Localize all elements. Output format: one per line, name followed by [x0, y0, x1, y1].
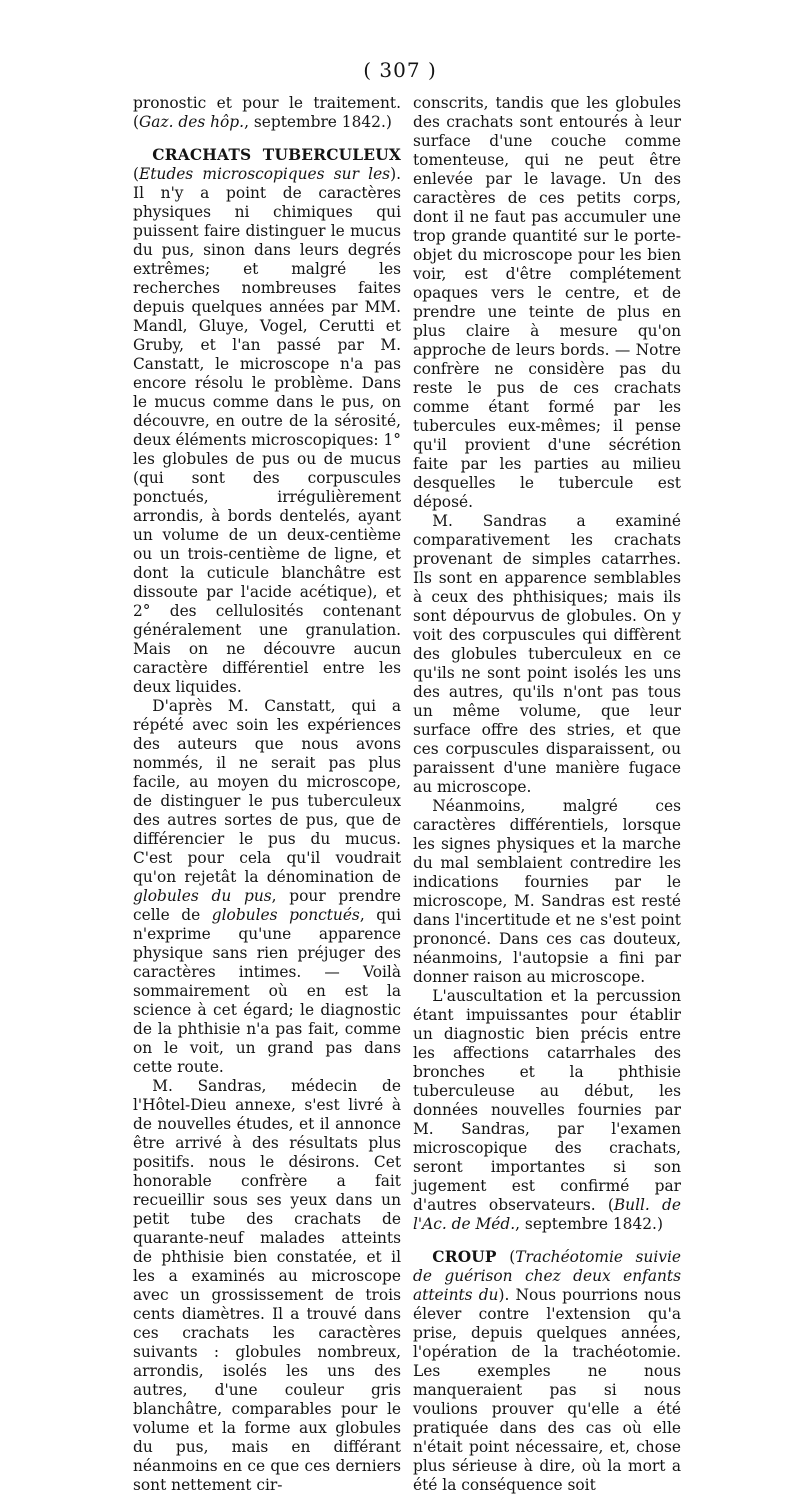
italic-term: globules du pus — [133, 887, 272, 905]
paragraph-sandras — [133, 1077, 401, 1495]
paragraph-continuation — [413, 94, 681, 512]
article-subtitle: Trachéotomie suivie de guérison chez deux enfants atteints du — [413, 1248, 681, 1304]
text-run: conscrits, tandis que les globules des crachats sont entourés à leur surface d'une couche comme tomenteuse, qui ne peut être enlevée par le lavage. Un des caractères de ces petits corps, dont il ne faut pas accumuler une trop grande quantité sur le porte-objet du microscope pour les bien voir, est d'être complétement opaques vers le centre, et de prendre une teinte de plus en plus claire à mesure qu'on approche de leurs bords. — Notre confrère ne considère pas du reste le pus de ces crachats comme étant formé par les tubercules eux-mêmes; il pense qu'il provient d'une sécrétion faite par les parties au milieu desquelles le tubercule est déposé. — [413, 94, 681, 511]
text-run: , pour prendre celle de — [133, 887, 401, 924]
text-run: M. Sandras a examiné comparativement les crachats provenant de simples catarrhes. Ils sont en apparence semblables à ceux des phthisiques; mais ils sont dépourvus de globules. On y voit des corpuscules qui diffèrent des globules tuberculeux en ce qu'ils ne sont point isolés les uns des autres, qu'ils n'ont pas tous un même volume, que leur surface offre des stries, et que ces corpuscules disparaissent, ou paraissent d'une manière fugace au microscope. — [413, 512, 681, 796]
text-run: ). Nous pourrions nous élever contre l'extension qu'a prise, depuis quelques années, l'opération de la trachéotomie. Les exemples ne nous manqueraient pas si nous voulions prouver qu'elle a été pratiquée dans des cas où elle n'était point nécessaire, et, chose plus sérieuse à dire, où la mort a été la conséquence soit — [413, 1286, 681, 1494]
article-heading: CROUP — [432, 1248, 497, 1266]
text-run: ). Il n'y a point de caractères physiques ni chimiques qui puissent faire distinguer le mucus du pus, sinon dans leurs degrés extrêmes; et malgré les recherches nombreuses faites depuis quelques années par MM. Mandl, Gluye, Vogel, Cerutti et Gruby, et l'an passé par M. Canstatt, le microscope n'a pas encore résolu le problème. Dans le mucus comme dans le pus, on découvre, en outre de la sérosité, deux éléments microscopiques: 1° les globules de pus ou de mucus (qui sont des corpuscules ponctués, irrégulièrement arrondis, à bords dentelés, ayant un volume de un deux-centième ou un trois-centième de ligne, et dont la cuticule blanchâtre est dissoute par l'acide acétique), et 2° des cellulosités contenant généralement une granulation. Mais on ne découvre aucun caractère différentiel entre les deux liquides. — [133, 165, 401, 696]
text-run: ( — [133, 165, 140, 183]
italic-term: globules ponctués — [211, 906, 360, 924]
paragraph-auscultation — [413, 987, 681, 1234]
left-column — [133, 94, 401, 1495]
text-run: D'après M. Canstatt, qui a répété avec soin les expériences des auteurs que nous avons nommés, il ne serait pas plus facile, au moyen du microscope, de distinguer le pus tuberculeux des autres sortes de pus, que de différencier le pus du mucus. C'est pour cela qu'il voudrait qu'on rejetât la dénomination de — [133, 697, 401, 886]
text-run: , septembre 1842.) — [515, 1215, 663, 1233]
text-run: ( — [496, 1248, 516, 1266]
article-heading: CRACHATS TUBERCULEUX — [152, 146, 401, 164]
article-croup — [413, 1248, 681, 1495]
text-run: , qui n'exprime qu'une apparence physique sans rien préjuger des caractères intimes. — Voilà sommairement où en est la science à cet égard; le diagnostic de la phthisie n'a pas fait, comme on le voit, un grand pas dans cette route. — [133, 906, 401, 1076]
paragraph-catarrhes — [413, 512, 681, 797]
text-run: pronostic et pour le traitement. ( — [133, 94, 401, 131]
right-column — [413, 94, 681, 1495]
text-run: M. Sandras, médecin de l'Hôtel-Dieu annexe, s'est livré à de nouvelles études, et il annonce être arrivé à des résultats plus positifs. nous le désirons. Cet honorable confrère a fait recueillir sous ses yeux dans un petit tube des crachats de quarante-neuf malades atteints de phthisie bien constatée, et il les a examinés au microscope avec un grossissement de trois cents diamètres. Il a trouvé dans ces crachats les caractères suivants : globules nombreux, arrondis, isolés les uns des autres, d'une couleur gris blanchâtre, comparables pour le volume et la forme aux globules du pus, mais en différant néanmoins en ce que ces derniers sont nettement cir- — [133, 1077, 401, 1494]
text-run: Néanmoins, malgré ces caractères différentiels, lorsque les signes physiques et la marche du mal semblaient contredire les indications fournies par le microscope, M. Sandras est resté dans l'incertitude et ne s'est point prononcé. Dans ces cas douteux, néanmoins, l'autopsie a fini par donner raison au microscope. — [413, 797, 681, 986]
citation-journal: Gaz. des hôp. — [139, 113, 245, 131]
article-subtitle: Etudes microscopiques sur les — [139, 165, 391, 183]
article-crachats-tuberculeux — [133, 146, 401, 697]
text-run: L'auscultation et la percussion étant impuissantes pour établir un diagnostic bien précis entre les affections catarrhales des bronches et la phthisie tuberculeuse au début, les données nouvelles fournies par M. Sandras, par l'examen microscopique des crachats, seront importantes si son jugement est confirmé par d'autres observateurs. ( — [413, 987, 681, 1214]
citation-journal: Bull. de l'Ac. de Méd. — [413, 1196, 681, 1233]
page-number: ( 307 ) — [363, 58, 437, 82]
text-run: , septembre 1842.) — [244, 113, 392, 131]
paragraph-canstatt — [133, 697, 401, 1077]
paragraph-continuation — [133, 94, 401, 132]
paragraph-neanmoins — [413, 797, 681, 987]
